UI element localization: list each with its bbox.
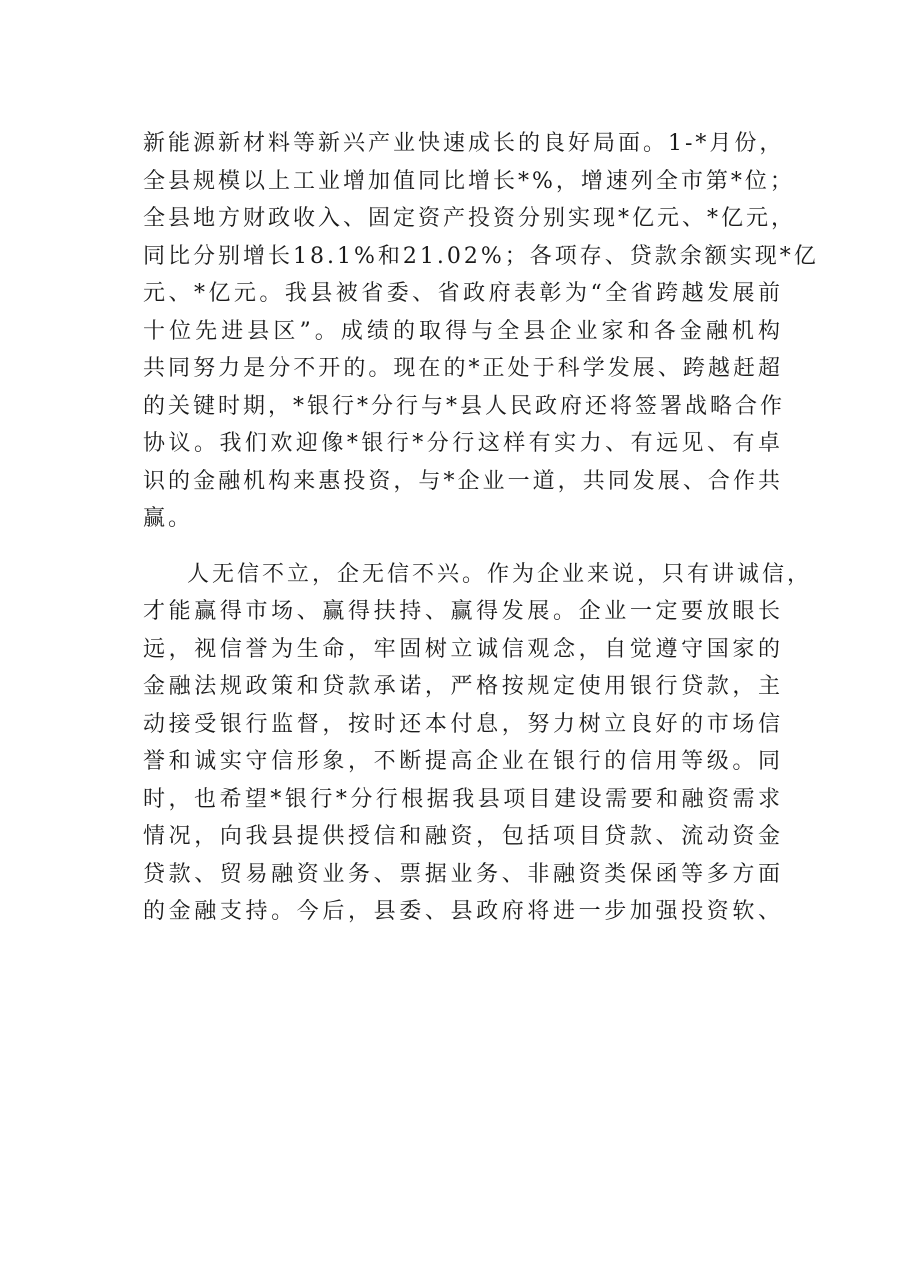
text-line: 识的金融机构来惠投资，与*企业一道，共同发展、合作共 — [143, 468, 783, 494]
text-line: 共同努力是分不开的。现在的*正处于科学发展、跨越赶超 — [143, 356, 783, 381]
text-line: 才能赢得市场、赢得扶持、赢得发展。企业一定要放眼长 — [143, 599, 783, 624]
text-line: 贷款、贸易融资业务、票据业务、非融资类保函等多方面 — [143, 861, 783, 887]
paragraph-spacer — [143, 538, 783, 556]
paragraph-2 — [143, 556, 813, 931]
text-line: 元、*亿元。我县被省委、省政府表彰为“全省跨越发展前 — [143, 281, 783, 306]
text-line: 的金融支持。今后，县委、县政府将进一步加强投资软、 — [143, 899, 783, 924]
text-line: 的关键时期，*银行*分行与*县人民政府还将签署战略合作 — [143, 393, 786, 419]
text-line: 全县地方财政收入、固定资产投资分别实现*亿元、*亿元， — [143, 206, 797, 231]
text-line: 全县规模以上工业增加值同比增长*%，增速列全市第*位； — [143, 168, 795, 194]
text-line: 动接受银行监督，按时还本付息，努力树立良好的市场信 — [143, 711, 783, 737]
text-line: 同比分别增长18.1%和21.02%；各项存、贷款余额实现*亿 — [143, 243, 819, 269]
text-line: 时，也希望*银行*分行根据我县项目建设需要和融资需求 — [143, 786, 783, 812]
text-line: 远，视信誉为生命，牢固树立诚信观念，自觉遵守国家的 — [143, 636, 783, 662]
text-line: 赢。 — [143, 506, 194, 531]
text-line: 人无信不立，企无信不兴。作为企业来说，只有讲诚信， — [187, 561, 813, 587]
text-line: 金融法规政策和贷款承诺，严格按规定使用银行贷款，主 — [143, 674, 783, 699]
text-line: 情况，向我县提供授信和融资，包括项目贷款、流动资金 — [143, 824, 783, 849]
text-line: 十位先进县区”。成绩的取得与全县企业家和各金融机构 — [143, 318, 783, 344]
text-line: 协议。我们欢迎像*银行*分行这样有实力、有远见、有卓 — [143, 431, 783, 456]
paragraph-1 — [143, 125, 819, 538]
text-line: 新能源新材料等新兴产业快速成长的良好局面。1-*月份， — [143, 131, 785, 156]
document-body — [143, 125, 819, 931]
text-line: 誉和诚实守信形象，不断提高企业在银行的信用等级。同 — [143, 749, 783, 774]
